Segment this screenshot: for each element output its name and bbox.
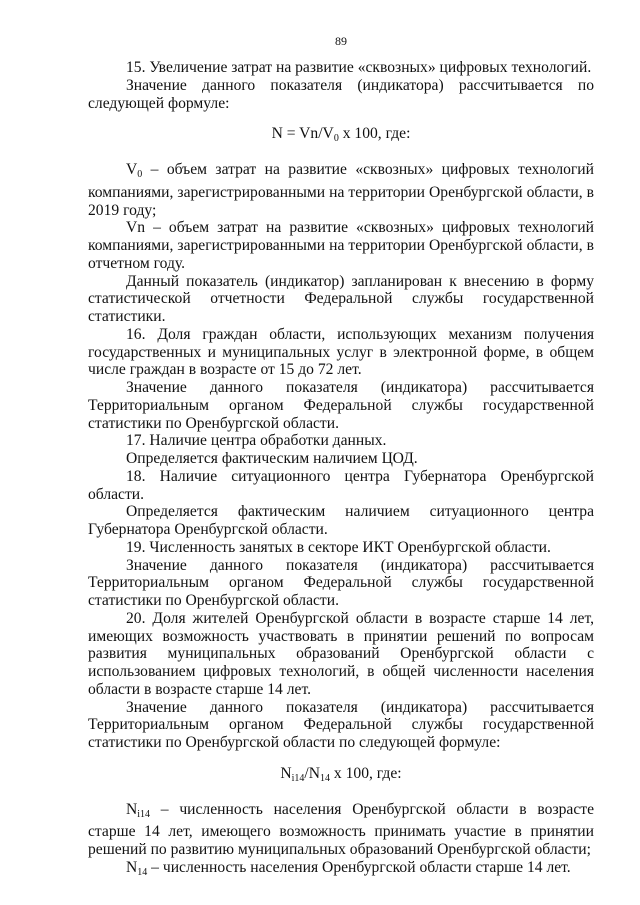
formula-2-n: N [280, 764, 292, 782]
item-20-calculation: Значение данного показателя (индикатора) рассчитывается Территориальным органом Федеральной службы государственной статистики по Оренбургской области по следующей формуле: [88, 698, 594, 751]
v0-definition [88, 161, 594, 219]
ni14-definition [88, 801, 594, 859]
ni14-symbol: N [126, 800, 138, 818]
item-19-calculation: Значение данного показателя (индикатора) рассчитывается Территориальным органом Федеральной службы государственной статистики по Оренбургской области. [88, 556, 594, 609]
item-16-title: 16. Доля граждан области, использующих механизм получения государственных и муниципальных услуг в электронной форме, в общем числе граждан в возрасте от 15 до 72 лет. [88, 325, 594, 379]
item-18-definition: Определяется фактическим наличием ситуационного центра Губернатора Оренбургской области. [88, 503, 594, 538]
formula-1 [88, 125, 594, 148]
n14-definition [88, 859, 594, 882]
item-15-plan: Данный показатель (индикатор) запланирован к внесению в форму статистической отчетности Федеральной службы государственной статистики. [88, 272, 594, 325]
formula-1-rhs: x 100, где: [338, 125, 411, 143]
formula-2-mid: /N [304, 764, 321, 782]
n14-symbol: N [126, 858, 138, 876]
item-15-calculation: Значение данного показателя (индикатора) рассчитывается по следующей формуле: [88, 76, 594, 112]
item-20-title: 20. Доля жителей Оренбургской области в возрасте старше 14 лет, имеющих возможность участвовать в принятии решений по вопросам развития муниципальных образований Оренбургской области с использованием цифровых технологий, в общей численности населения области в возрасте старше 14 лет. [88, 609, 594, 698]
vn-definition: Vn – объем затрат на развитие «сквозных» цифровых технологий компаниями, зарегистрированными на территории Оренбургской области, в отчетном году. [88, 219, 594, 272]
v0-text: – объем затрат на развитие «сквозных» цифровых технологий компаниями, зарегистрированными на территории Оренбургской области, в 2019 году; [88, 161, 594, 219]
page-number: 89 [335, 34, 347, 48]
item-15-title: 15. Увеличение затрат на развитие «сквозных» цифровых технологий. [126, 59, 592, 76]
formula-2-rhs: x 100, где: [330, 764, 402, 782]
formula-1-subscript: 0 [333, 133, 339, 145]
item-17-title: 17. Наличие центра обработки данных. [126, 432, 387, 450]
n14-text: – численность населения Оренбургской области старше 14 лет. [147, 858, 571, 876]
ni14-text: – численность населения Оренбургской области в возрасте старше 14 лет, имеющего возможность принимать участие в принятии решений по развитию муниципальных образований Оренбургской области; [88, 800, 594, 858]
item-17-definition: Определяется фактическим наличием ЦОД. [126, 450, 418, 467]
item-16-calculation: Значение данного показателя (индикатора) рассчитывается Территориальным органом Федеральной службы государственной статистики по Оренбургской области. [88, 379, 594, 432]
formula-2-subscript-2: 14 [320, 772, 331, 784]
v0-symbol: V [126, 161, 138, 178]
item-18-title: 18. Наличие ситуационного центра Губернатора Оренбургской области. [88, 467, 594, 503]
v0-subscript: 0 [137, 169, 143, 180]
formula-1-lhs: N = Vn/V [271, 125, 334, 143]
formula-2-subscript-1: i14 [291, 772, 305, 784]
ni14-subscript: i14 [137, 808, 151, 820]
formula-2 [88, 765, 594, 788]
n14-subscript: 14 [137, 866, 148, 878]
item-19-title: 19. Численность занятых в секторе ИКТ Оренбургской области. [126, 538, 551, 556]
